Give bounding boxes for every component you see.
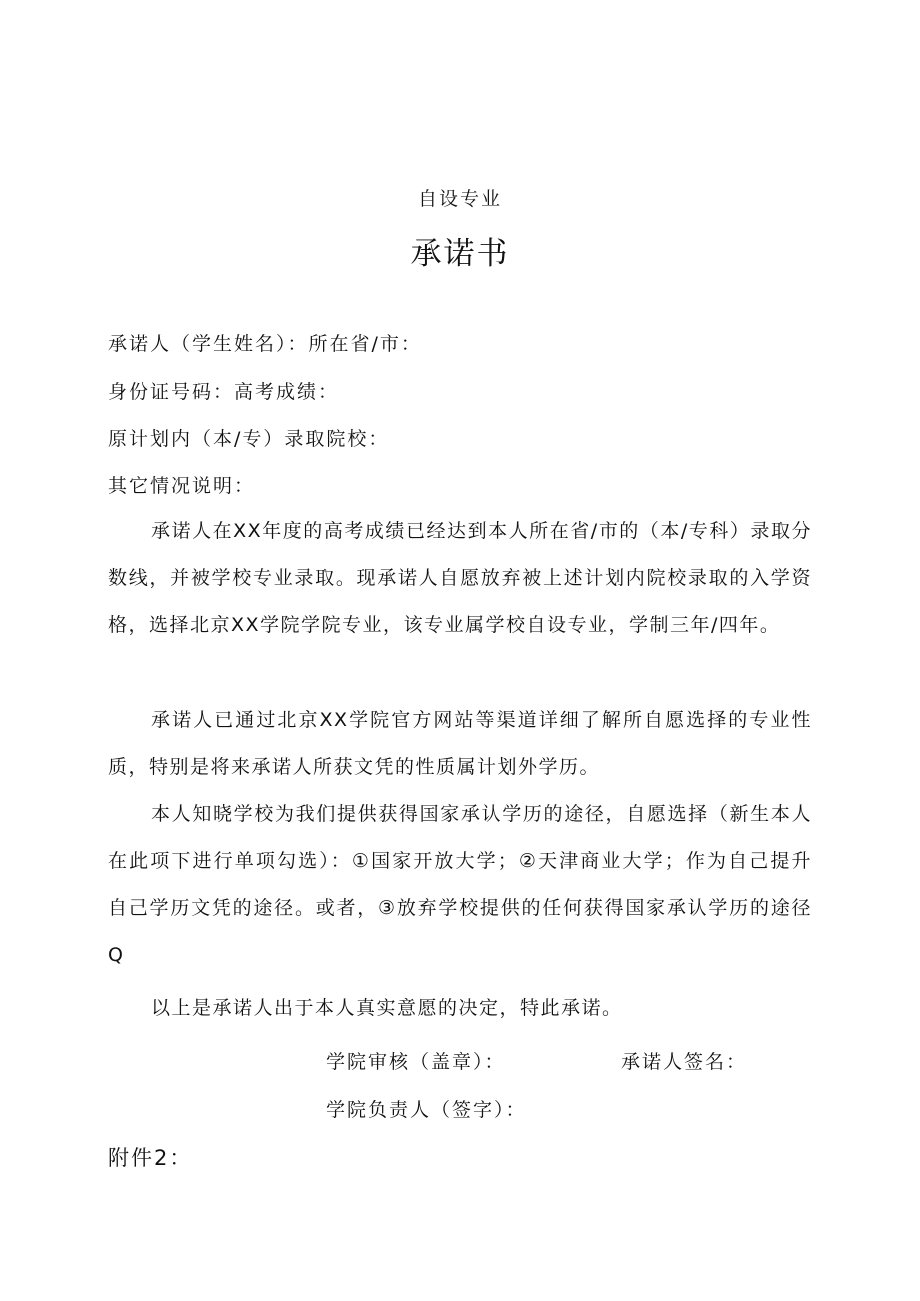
college-head-label: 学院负责人（签字）： [326,1099,527,1121]
other-notes-field: 其它情况说明： [108,475,256,497]
paragraph-degree-path: 本人知晓学校为我们提供获得国家承认学历的途径，自愿选择（新生本人在此项下进行单项勾选）：①国家开放大学；②天津商业大学；作为自己提升自己学历文凭的途径。或者，③放弃学校提供的任何获得国家承认学历的途径Q [108,803,812,966]
paragraph-awareness: 承诺人已通过北京XX学院官方网站等渠道详细了解所自愿选择的专业性质，特别是将来承诺人所获文凭的性质属计划外学历。 [108,709,812,778]
attachment-label: 附件2： [108,1146,193,1170]
document-subtitle: 自设专业 [417,188,502,210]
original-school-field: 原计划内（本/专）录取院校： [108,428,390,450]
paragraph-pledge: 以上是承诺人出于本人真实意愿的决定，特此承诺。 [151,997,623,1019]
promiser-field: 承诺人（学生姓名）：所在省/市： [108,333,422,355]
paragraph-score-statement: 承诺人在XX年度的高考成绩已经达到本人所在省/市的（本/专科）录取分数线，并被学校专业录取。现承诺人自愿放弃被上述计划内院校录取的入学资格，选择北京XX学院学院专业，该专业属学校自设专业，学制三年/四年。 [108,520,812,636]
promiser-signature-label: 承诺人签名： [621,1051,748,1073]
id-score-field: 身份证号码：高考成绩： [108,381,340,403]
document-title: 承诺书 [410,236,510,272]
college-review-label: 学院审核（盖章）： [326,1051,506,1073]
